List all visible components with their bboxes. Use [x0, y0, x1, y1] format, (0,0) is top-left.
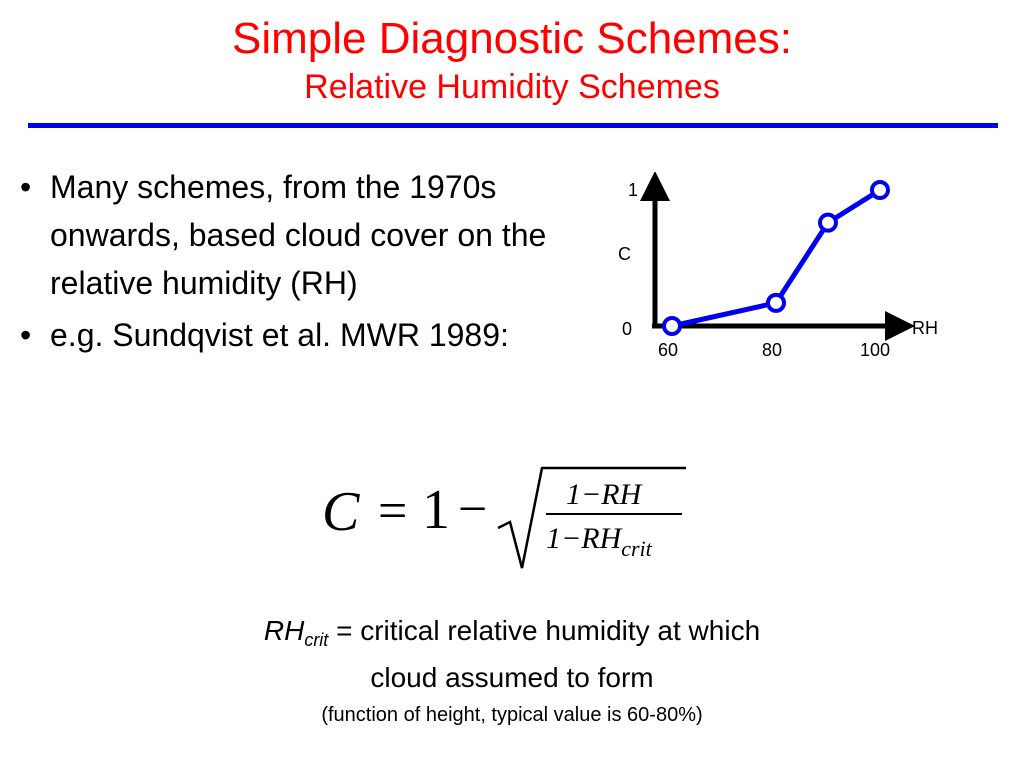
bullet-marker: •	[20, 317, 32, 353]
formula-denominator: $1-RH_{crit}$	[546, 522, 652, 561]
data-point	[820, 215, 836, 231]
slide-title: Simple Diagnostic Schemes:	[231, 14, 792, 63]
formula-minus: −	[458, 481, 488, 538]
series-layer	[664, 182, 888, 334]
formula-lhs: C	[322, 481, 360, 543]
rhcrit-definition	[0, 612, 1024, 697]
x-tick-label: 60	[658, 340, 679, 360]
footnote: (function of height, typical value is 60-80%)	[321, 704, 703, 726]
bullet-text: e.g. Sundqvist et al. MWR 1989:	[50, 317, 509, 353]
y-tick-label: 1	[628, 180, 639, 200]
formula-numerator: 1−RH	[566, 478, 642, 511]
y-tick-label: 0	[622, 319, 633, 339]
title-block	[0, 14, 1024, 108]
rh-symbol: RH	[263, 615, 305, 646]
data-point	[768, 295, 784, 311]
bullet-list	[18, 163, 578, 363]
formula-svg	[318, 462, 698, 592]
formula-equals: =	[378, 483, 408, 540]
y-axis-label: C	[618, 244, 631, 264]
chart-svg	[610, 172, 960, 362]
bullet-item	[18, 163, 578, 307]
x-tick-label: 100	[860, 340, 891, 360]
formula-one: 1	[422, 479, 450, 541]
definition-line-2: cloud assumed to form	[370, 662, 654, 693]
sundqvist-formula	[318, 462, 698, 597]
x-tick-label: 80	[762, 340, 783, 360]
definition-line-1	[0, 612, 1024, 659]
x-axis-label: RH	[912, 318, 938, 338]
bullet-text: Many schemes, from the 1970s onwards, based cloud cover on the relative humidity (RH)	[50, 169, 547, 301]
slide-subtitle: Relative Humidity Schemes	[304, 68, 720, 106]
data-point	[872, 182, 888, 198]
cloud-cover-chart	[610, 172, 960, 367]
rh-crit-subscript: crit	[304, 630, 329, 650]
bullet-item	[18, 311, 578, 359]
definition-text: = critical relative humidity at which	[328, 615, 761, 646]
title-divider	[28, 123, 998, 128]
data-point	[664, 318, 680, 334]
bullet-marker: •	[20, 169, 32, 205]
